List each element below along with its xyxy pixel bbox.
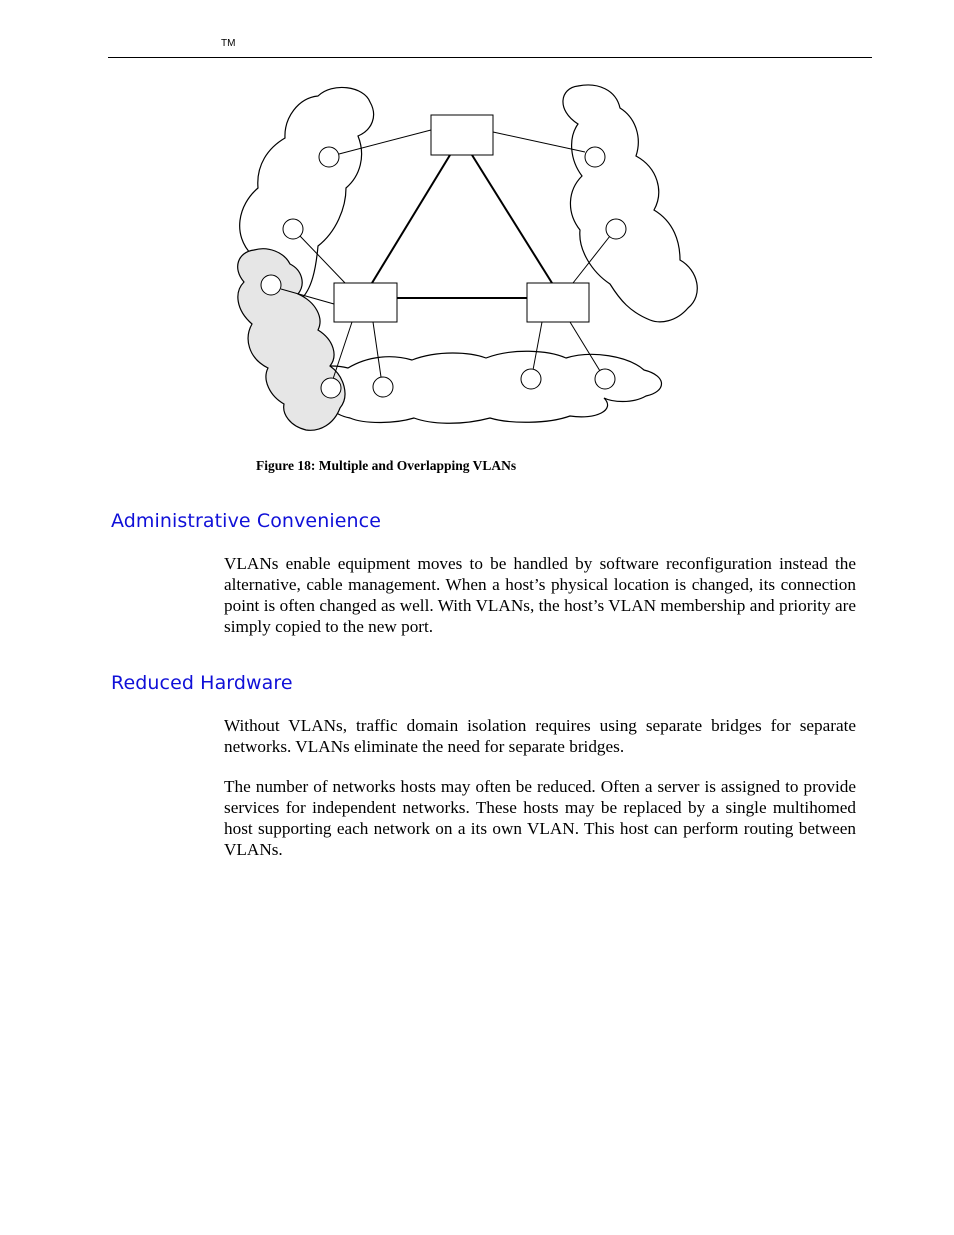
host-node	[261, 275, 281, 295]
host-node	[321, 378, 341, 398]
section-heading: Administrative Convenience	[111, 510, 381, 532]
header-rule	[108, 57, 872, 58]
host-node	[595, 369, 615, 389]
bridge-right	[527, 283, 589, 322]
overlapping-vlan-cloud	[238, 249, 345, 431]
bridge-left	[334, 283, 397, 322]
body-paragraph: Without VLANs, traffic domain isolation requires using separate bridges for separate networks. VLANs eliminate the need for separate bridges.	[224, 716, 856, 756]
body-paragraph: The number of networks hosts may often be reduced. Often a server is assigned to provide services for independent networks. These hosts may be replaced by a single multihomed host supporting each network on a its own VLAN. This host can perform routing between VLANs.	[224, 777, 856, 859]
trunk-link-top-left	[372, 155, 450, 283]
trademark-mark: TM	[221, 38, 236, 49]
host-node	[373, 377, 393, 397]
section-heading: Reduced Hardware	[111, 672, 293, 694]
vlan-diagram	[226, 80, 706, 440]
trunk-link-top-right	[472, 155, 552, 283]
body-paragraph: VLANs enable equipment moves to be handled by software reconfiguration instead the alternative, cable management. When a host’s physical location is changed, its connection point is often changed as well. With VLANs, the host’s VLAN membership and priority are simply copied to the new port.	[224, 554, 856, 636]
host-node	[283, 219, 303, 239]
host-node	[319, 147, 339, 167]
bridge-top	[431, 115, 493, 155]
host-node	[521, 369, 541, 389]
host-node	[585, 147, 605, 167]
figure-caption: Figure 18: Multiple and Overlapping VLANs	[256, 458, 517, 473]
host-node	[606, 219, 626, 239]
